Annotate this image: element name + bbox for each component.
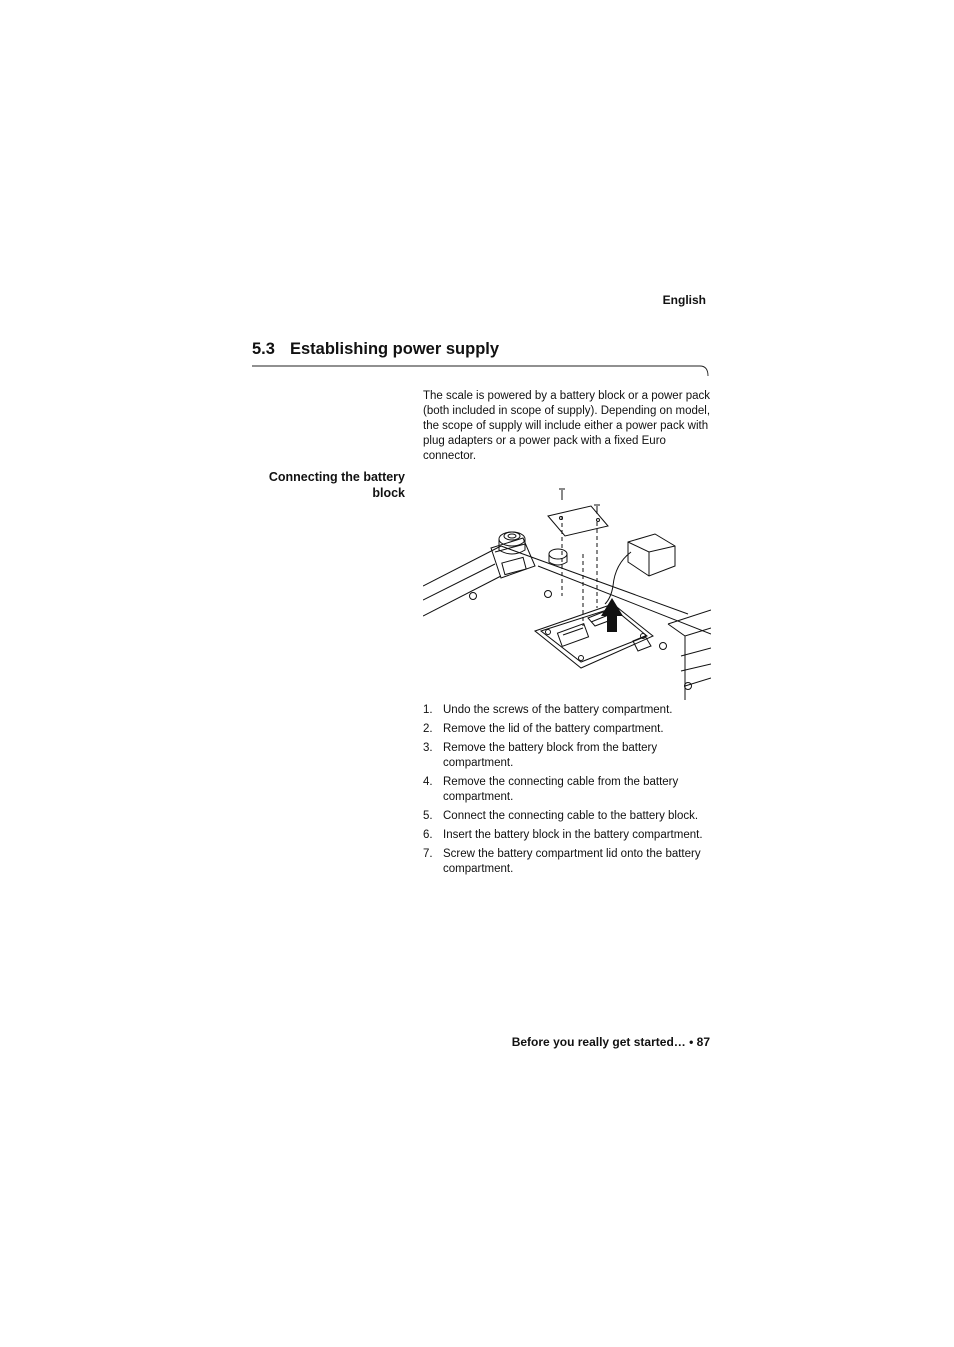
step-text: Undo the screws of the battery compartment. — [443, 704, 673, 716]
intro-paragraph: The scale is powered by a battery block or a power pack (both included in scope of supply). Depending on model, the scope of supply will include either a power pack with plug adapters or a power pack with a fixed Euro connector. — [423, 389, 711, 462]
section-rule — [252, 365, 712, 377]
section-title-text: Establishing power supply — [290, 340, 500, 358]
step-number: 4. — [423, 776, 433, 788]
step-text: Remove the battery block from the battery compartment. — [443, 742, 658, 769]
step-text: Remove the lid of the battery compartment. — [443, 723, 664, 735]
section-title — [252, 340, 499, 359]
list-item — [423, 847, 715, 877]
battery-compartment-illustration — [423, 486, 711, 702]
subsection-title-line1: Connecting the battery — [268, 470, 405, 484]
subsection-title — [230, 469, 405, 501]
list-item — [423, 722, 715, 737]
step-number: 3. — [423, 742, 433, 754]
list-item — [423, 703, 715, 718]
list-item — [423, 741, 715, 771]
step-number: 5. — [423, 810, 433, 822]
list-item — [423, 775, 715, 805]
step-number: 1. — [423, 704, 433, 716]
page-footer: Before you really get started… • 87 — [511, 1035, 710, 1049]
subsection-title-line2: block — [372, 486, 405, 500]
list-item — [423, 828, 715, 843]
step-text: Screw the battery compartment lid onto the battery compartment. — [443, 848, 701, 875]
step-text: Remove the connecting cable from the battery compartment. — [443, 776, 679, 803]
step-text: Insert the battery block in the battery compartment. — [443, 829, 703, 841]
instruction-steps — [423, 703, 715, 881]
list-item — [423, 809, 715, 824]
language-label: English — [662, 293, 706, 307]
step-number: 7. — [423, 848, 433, 860]
step-number: 6. — [423, 829, 433, 841]
section-number: 5.3 — [252, 340, 275, 358]
step-text: Connect the connecting cable to the battery block. — [443, 810, 699, 822]
step-number: 2. — [423, 723, 433, 735]
